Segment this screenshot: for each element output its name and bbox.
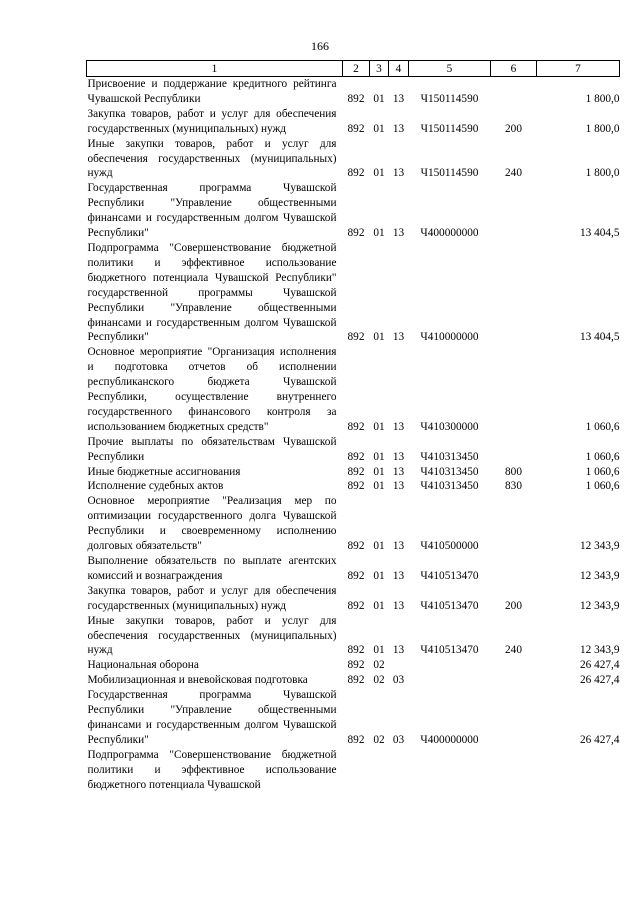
row-admin-code: 892 [347, 331, 365, 344]
row-section-code: 01 [373, 331, 385, 344]
row-subsection-code: 13 [392, 331, 405, 344]
row-admin-code: 892 [347, 450, 365, 463]
row-amount: 26 427,4 [579, 659, 620, 672]
row-section-code: 01 [373, 540, 385, 553]
row-expense-type-code [491, 748, 537, 793]
row-section-code: 02 [373, 659, 385, 672]
row-name: Основное мероприятие "Реализация мер по оптимизации государственного долга Чувашской Республики и своевременному исполнению долговых обязательств" [87, 495, 337, 553]
row-admin-code: 892 [347, 733, 365, 746]
row-section-code: 01 [373, 227, 385, 240]
row-subsection-code: 13 [392, 599, 405, 612]
row-subsection-code: 13 [392, 122, 405, 135]
table-row [87, 77, 620, 107]
table-row [87, 137, 620, 182]
row-amount: 1 060,6 [585, 465, 620, 478]
column-header: 4 [389, 61, 409, 77]
table-row [87, 658, 620, 673]
row-section-code: 01 [373, 420, 385, 433]
row-target-article-code: Ч150114590 [420, 167, 479, 180]
row-amount: 1 060,6 [585, 420, 620, 433]
row-section-code: 02 [373, 674, 385, 687]
table-row [87, 554, 620, 584]
table-row [87, 241, 620, 345]
row-name: Государственная программа Чувашской Республики "Управление общественными финансами и государственным долгом Чувашской Республики" [87, 689, 337, 746]
row-amount: 1 060,6 [585, 450, 620, 463]
table-row [87, 435, 620, 465]
row-amount: 12 343,9 [579, 540, 620, 553]
row-admin-code: 892 [347, 644, 365, 657]
row-amount [537, 748, 620, 793]
row-subsection-code: 13 [392, 450, 405, 463]
table-row [87, 494, 620, 554]
row-name: Закупка товаров, работ и услуг для обеспечения государственных (муниципальных) нужд [87, 584, 337, 612]
row-section-code: 01 [373, 122, 385, 135]
row-amount: 1 800,0 [585, 92, 620, 105]
row-expense-type-code [491, 345, 537, 434]
row-name: Прочие выплаты по обязательствам Чувашской Республики [87, 435, 337, 463]
row-amount: 26 427,4 [579, 733, 620, 746]
row-target-article-code: Ч410500000 [420, 540, 479, 553]
row-subsection-code: 13 [392, 92, 405, 105]
table-row [87, 479, 620, 494]
row-target-article-code: Ч410513470 [420, 599, 479, 612]
table-body [87, 77, 620, 793]
row-name: Иные закупки товаров, работ и услуг для обеспечения государственных (муниципальных) нужд [87, 614, 337, 657]
column-header: 1 [87, 61, 343, 77]
table-row [87, 614, 620, 659]
row-amount: 12 343,9 [579, 569, 620, 582]
row-amount: 12 343,9 [579, 599, 620, 612]
table-row [87, 181, 620, 241]
row-subsection-code: 13 [392, 569, 405, 582]
row-name: Национальная оборона [87, 659, 199, 672]
row-target-article-code: Ч150114590 [420, 92, 479, 105]
row-target-article-code: Ч400000000 [420, 733, 479, 746]
row-subsection-code: 13 [392, 167, 405, 180]
row-expense-type-code: 240 [505, 644, 522, 657]
table-row [87, 345, 620, 434]
row-admin-code: 892 [347, 480, 365, 493]
row-subsection-code: 13 [392, 644, 405, 657]
row-target-article-code [409, 748, 491, 793]
row-name: Подпрограмма "Совершенствование бюджетной политики и эффективное использование бюджетного потенциала Чувашской Республики" государственной программы Чувашской Республики "Управление общественными финансами и государственным долгом Чувашской Республики" [87, 241, 337, 344]
row-name: Выполнение обязательств по выплате агентских комиссий и вознаграждения [87, 555, 337, 582]
row-target-article-code: Ч150114590 [420, 122, 479, 135]
row-admin-code [343, 748, 370, 793]
row-admin-code: 892 [347, 599, 365, 612]
row-expense-type-code [491, 673, 537, 688]
row-subsection-code: 13 [392, 540, 405, 553]
row-name: Основное мероприятие "Организация исполнения и подготовка отчетов об исполнении республиканского бюджета Чувашской Республики, осуществление внутреннего государственного финансового контроля за использованием бюджетных средств" [87, 346, 337, 433]
row-admin-code: 892 [347, 659, 365, 672]
row-name: Мобилизационная и вневойсковая подготовка [87, 674, 308, 687]
column-number-row [87, 61, 620, 77]
row-subsection-code: 13 [392, 465, 405, 478]
row-admin-code: 892 [347, 122, 365, 135]
budget-table [86, 60, 620, 793]
row-amount: 1 800,0 [585, 167, 620, 180]
row-target-article-code: Ч410313450 [420, 465, 479, 478]
row-target-article-code: Ч410300000 [420, 420, 479, 433]
table-row [87, 688, 620, 748]
page-number: 166 [311, 39, 329, 53]
column-header: 5 [409, 61, 491, 77]
row-expense-type-code [491, 494, 537, 554]
row-subsection-code: 13 [392, 420, 405, 433]
row-amount: 1 800,0 [585, 122, 620, 135]
row-section-code [370, 748, 389, 793]
row-target-article-code: Ч410513470 [420, 644, 479, 657]
table-row [87, 584, 620, 614]
row-expense-type-code [491, 554, 537, 584]
row-admin-code: 892 [347, 540, 365, 553]
column-header: 6 [491, 61, 537, 77]
row-admin-code: 892 [347, 92, 365, 105]
row-admin-code: 892 [347, 674, 365, 687]
row-name: Иные закупки товаров, работ и услуг для обеспечения государственных (муниципальных) нужд [87, 137, 337, 180]
row-section-code: 01 [373, 167, 385, 180]
row-subsection-code [389, 658, 409, 673]
row-expense-type-code: 240 [505, 167, 522, 180]
row-amount: 12 343,9 [579, 644, 620, 657]
table-row [87, 673, 620, 688]
row-name: Присвоение и поддержание кредитного рейтинга Чувашской Республики [87, 78, 337, 105]
row-subsection-code: 13 [392, 480, 405, 493]
row-name: Исполнение судебных актов [87, 480, 224, 493]
row-amount: 1 060,6 [585, 480, 620, 493]
row-section-code: 01 [373, 480, 385, 493]
row-target-article-code: Ч410513470 [420, 569, 479, 582]
table-row [87, 748, 620, 793]
row-expense-type-code: 830 [505, 480, 522, 493]
row-admin-code: 892 [347, 227, 365, 240]
row-expense-type-code [491, 658, 537, 673]
row-admin-code: 892 [347, 465, 365, 478]
row-amount: 13 404,5 [579, 227, 620, 240]
row-target-article-code: Ч400000000 [420, 227, 479, 240]
row-name: Закупка товаров, работ и услуг для обеспечения государственных (муниципальных) нужд [87, 107, 337, 135]
row-amount: 26 427,4 [579, 674, 620, 687]
row-admin-code: 892 [347, 167, 365, 180]
row-expense-type-code [491, 181, 537, 241]
row-target-article-code: Ч410313450 [420, 480, 479, 493]
row-amount: 13 404,5 [579, 331, 620, 344]
row-subsection-code: 13 [392, 227, 405, 240]
column-header: 2 [343, 61, 370, 77]
row-expense-type-code [491, 241, 537, 345]
row-expense-type-code: 200 [505, 122, 522, 135]
row-subsection-code: 03 [392, 733, 405, 746]
row-section-code: 01 [373, 450, 385, 463]
row-admin-code: 892 [347, 420, 365, 433]
row-section-code: 01 [373, 644, 385, 657]
row-name: Подпрограмма "Совершенствование бюджетной политики и эффективное использование бюджетного потенциала Чувашской [87, 748, 337, 791]
row-section-code: 01 [373, 92, 385, 105]
row-section-code: 01 [373, 465, 385, 478]
row-expense-type-code [491, 435, 537, 465]
column-header: 3 [370, 61, 389, 77]
table-row [87, 465, 620, 480]
table-row [87, 107, 620, 137]
row-admin-code: 892 [347, 569, 365, 582]
row-section-code: 01 [373, 599, 385, 612]
row-target-article-code [409, 673, 491, 688]
row-subsection-code: 03 [392, 674, 405, 687]
row-expense-type-code [491, 688, 537, 748]
row-name: Государственная программа Чувашской Республики "Управление общественными финансами и государственным долгом Чувашской Республики" [87, 182, 337, 240]
row-expense-type-code [491, 77, 537, 107]
row-subsection-code [389, 748, 409, 793]
row-name: Иные бюджетные ассигнования [87, 465, 241, 478]
row-target-article-code [409, 658, 491, 673]
row-expense-type-code: 800 [505, 465, 522, 478]
row-target-article-code: Ч410000000 [420, 331, 479, 344]
row-target-article-code: Ч410313450 [420, 450, 479, 463]
row-section-code: 02 [373, 733, 385, 746]
row-expense-type-code: 200 [505, 599, 522, 612]
column-header: 7 [537, 61, 620, 77]
row-section-code: 01 [373, 569, 385, 582]
